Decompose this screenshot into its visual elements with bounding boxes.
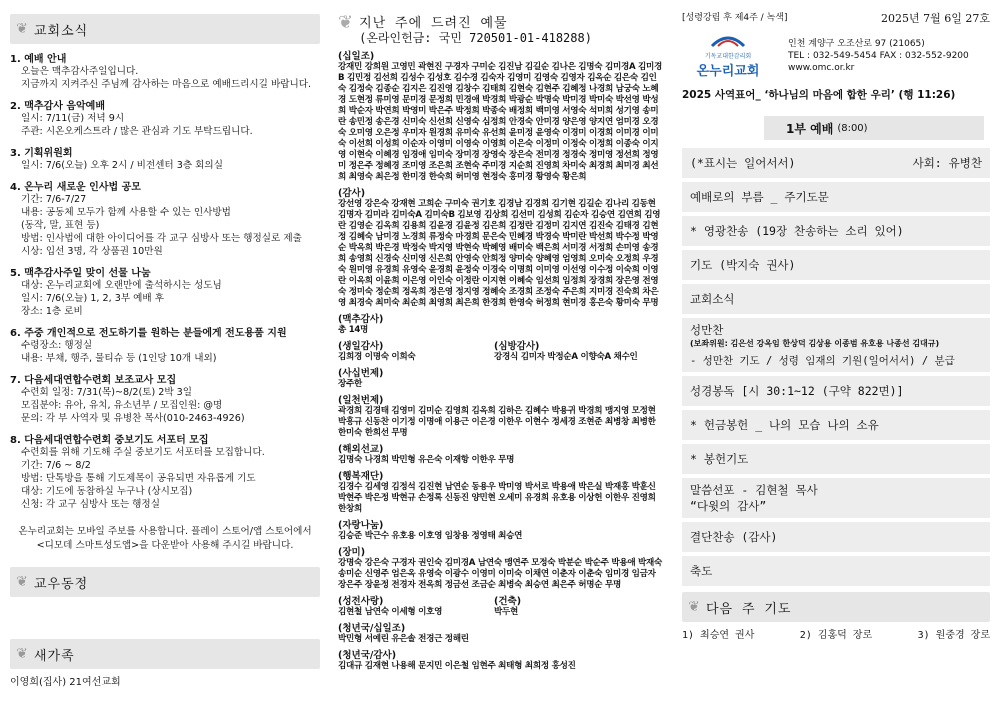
online-account: (온라인헌금: 국민 720501-01-418288) [359,31,592,45]
offerings-column [332,0,670,708]
worship-item-label: 기도 (박지숙 권사) [690,258,796,272]
worship-item-label: 교회소식 [690,292,735,306]
offering-names: 김현철 남연숙 이세형 이호영 [338,607,443,617]
offering-names: 박두현 [494,607,519,617]
offering-group [338,365,664,390]
notice-line: 시상: 입선 3명, 각 상품권 10만원 [21,246,163,257]
worship-item-label: * 헌금봉헌 _ 나의 모습 나의 소유 [690,418,879,432]
offering-group-heading: (십일조) [338,51,375,62]
prayer-person: 2) 김홍덕 장로 [799,630,873,641]
offerings-title: 지난 주에 드려진 예물 [359,16,508,31]
worship-item [682,250,990,280]
website: www.omc.or.kr [788,62,855,73]
offering-group-heading: (일천번제) [338,395,384,406]
offerings-header [338,12,664,46]
notice-line: 주관: 시온오케스트라 / 많은 관심과 기도 부탁드립니다. [21,126,253,137]
offering-group [338,185,664,309]
leaf-icon: ❦ [16,574,28,590]
address: 인천 계양구 오조산로 97 (21065) [788,38,925,49]
offering-pair [338,591,664,618]
leaf-icon: ❦ [338,12,354,33]
notice-heading: 1. 예배 안내 [10,54,67,65]
notice-line: 지금까지 지켜주신 주님께 감사하는 마음으로 예배드리시길 바랍니다. [21,79,312,90]
notice-line: 대상: 기도에 동참하실 누구나 (상시모집) [21,486,193,497]
offering-names: 강명숙 강은숙 구경자 권인숙 김미경A 남연숙 맹연주 모정숙 박분순 박순주 박용애 박재숙 송미순 신영주 엄은옥 유영숙 이광수 이영미 이미숙 이채연 이춘자 이춘숙 임미경 임금자 장은주 장윤정 전경자 전옥희 정금선 조금순 최병숙 최승연 최은주 허명순 무명 [338,558,663,590]
order-of-worship [682,148,990,586]
notice-line: 수령장소: 행정실 [21,340,93,351]
worship-item-label: (*표시는 일어서서) [690,156,796,170]
worship-item-label: 성만찬 [690,323,724,337]
notice-line: 내용: 부채, 행주, 물티슈 등 (1인당 10개 내외) [21,353,217,364]
notice-item [10,371,320,425]
worship-item [682,376,990,406]
members-title: 교우동정 [34,576,89,592]
offering-group [338,48,664,183]
app-note-line: 온누리교회는 모바일 주보를 사용합니다. 플레이 스토어/앱 스토어에서 [18,526,312,537]
worship-item-label: 성경봉독 [시 30:1~12 (구약 822면)] [690,384,904,398]
church-news-title: 교회소식 [34,23,89,39]
offering-group [338,517,664,542]
church-logo-icon [708,32,748,48]
worship-leader: 사회: 유병찬 [912,156,982,170]
offering-group-heading: (성전사랑) [338,596,384,607]
worship-item [682,284,990,314]
church-name: 온누리교회 [696,64,760,79]
offering-names: 김대규 김재현 나용해 문지민 이은철 임현주 최태형 최희정 홍성진 [338,661,576,671]
notice-line: 방법: 인사법에 대한 아이디어를 각 교구 심방사 또는 행정실로 제출 [21,233,302,244]
offering-group [338,620,664,645]
worship-item-label: * 영광찬송 (19장 찬송하는 소리 있어) [690,224,904,238]
notice-line: 대상: 온누리교회에 오랜만에 출석하시는 성도님 [21,280,222,291]
offering-names: 강경식 김미자 박정순A 이향숙A 채수인 [494,352,638,362]
worship-item [682,216,990,246]
notice-line: 기간: 7/6-7/27 [21,194,87,205]
notices-column [0,0,330,708]
notice-heading: 5. 맥추감사주일 맞이 선물 나눔 [10,268,151,279]
worship-item-label: 예배로의 부름 _ 주기도문 [690,190,829,204]
offering-names: 강선영 강은숙 강재현 고희순 구미숙 권기호 김경남 김경희 김기현 김길순 김나리 김동현 김명자 김미라 김미숙A 김미숙B 김보영 김상희 김선미 김성희 김순자 김승연 김연희 김영란 김영순 김옥희 김용희 김윤경 김윤정 김은희 김정란 김정미 김지연 김진숙 김태경 김현정 김혜숙 남미경 노경희 류정숙 마경희 문은숙 민혜경 박경숙 박미란 박선희 박수정 박영순 박옥희 박은경 박정숙 박지영 박현숙 박혜영 배미숙 백은희 서미경 서정희 손미영 송경희 송영희 신경숙 신미영 신은희 안영숙 안희정 양미숙 양혜영 엄영희 오미숙 오정희 우경숙 원미영 유경희 유영숙 윤경희 윤정숙 이경숙 이명희 이미영 이선영 이수정 이숙희 이영란 이옥희 이윤희 이은영 이인숙 이정란 이지현 이혜숙 임선희 임정희 장경희 장은영 전영숙 정미숙 정순희 정옥희 정은영 정지영 정혜숙 조경희 조정숙 주은희 지미경 진숙희 차은영 최경숙 최미숙 최순희 최영희 최은희 한경희 한영숙 허정희 현미경 홍은숙 황미숙 무명 [338,199,661,308]
offering-group-heading: (자랑나눔) [338,520,384,531]
offering-group [338,392,664,439]
notice-heading: 8. 다음세대연합수련회 중보기도 서포터 모집 [10,435,209,446]
notice-line: 기간: 7/6 ~ 8/2 [21,460,91,471]
notice-heading: 2. 맥추감사 음악예배 [10,101,105,112]
worship-item-label: 축도 [690,564,713,578]
offering-group [338,647,664,672]
offering-group [338,441,664,466]
worship-item-label: 말씀선포 - 김현철 목사 [690,483,818,497]
notice-line: 내용: 공동체 모두가 함께 사용할 수 있는 인사방법 [21,207,231,218]
next-week-prayer-list [682,626,990,641]
offering-group-heading: (청년국/감사) [338,650,397,661]
notice-line: 방법: 단톡방을 통해 기도제목이 공유되면 자유롭게 기도 [21,473,256,484]
newfamily-text: 이영희(집사) 21여선교회 [10,677,121,688]
worship-item [682,410,990,440]
service-time: (8:00) [837,122,868,134]
offering-group [338,544,664,591]
newfamily-title: 새가족 [34,648,75,664]
worship-item-label: 결단찬송 (감사) [690,530,778,544]
notice-item [10,431,320,511]
offering-names: 강재민 강희원 고영민 곽현진 구경자 구미순 김진남 김길순 김나은 김명숙 김미경A 김미경B 김민정 김선희 김성수 김성호 김수경 김숙자 김영미 김영숙 김영자 김옥순 김은숙 김인숙 김정숙 김종순 김지은 김진영 김창수 김태희 김현숙 김현주 김혜정 나경희 남궁숙 노혜경 도현정 류미영 문미경 문정희 민경애 박경희 박광순 박명숙 박미경 박미숙 박선영 박성희 박순자 박연희 박영미 박은주 박정희 박종숙 배정희 백미영 서영숙 석미희 성기영 송미란 송민정 송은경 신미숙 신선희 신영숙 심정희 안경숙 안미경 양은영 양지연 엄미경 오경숙 오미영 오은정 우미자 원경희 유미숙 유선희 윤미정 윤영숙 이경미 이경희 이미경 이미숙 이선희 이성희 이순자 이영미 이영숙 이영희 이은숙 이정미 이정숙 이정희 이종숙 이지영 이현숙 이혜경 임경애 임미숙 장미경 장영숙 장은숙 전미경 정경숙 정미영 정선희 정영미 정은주 정혜경 조미영 조은희 조현숙 주미경 지순희 진영희 차미숙 최경희 최미경 최선희 최영숙 최은정 한미경 한숙희 허미영 현정숙 홍미경 황영숙 황은희 [338,62,663,182]
offering-names: 박민형 서예린 유은솔 전경근 정해린 [338,634,469,644]
leaf-icon: ❦ [688,599,700,615]
church-news-header [10,14,320,44]
next-week-prayer-header [682,592,990,622]
offering-names: 장주한 [338,379,363,389]
notice-item [10,144,320,172]
communion-assistants: (보좌위원: 김은선 강옥임 한상덕 김상용 이종범 유호용 나종선 김대규) [690,339,940,348]
offering-group-heading: (심방감사) [494,341,540,352]
notice-item [10,178,320,258]
notice-line: 문의: 각 부 사역자 및 유병찬 목사(010-2463-4926) [21,413,245,424]
offering-groups [338,620,664,672]
phone: TEL : 032-549-5454 FAX : 032-552-9200 [788,50,969,61]
notice-line: 오늘은 맥추감사주일입니다. [21,66,139,77]
notice-line: 수련회 일정: 7/31(목)~8/2(토) 2박 3일 [21,387,193,398]
notice-item [10,50,320,91]
notice-line: 일시: 7/6(오늘) 오후 2시 / 비전센터 3층 회의실 [21,160,223,171]
notice-item [10,324,320,365]
worship-item [682,444,990,474]
worship-item [682,478,990,518]
bulletin-header [682,10,990,26]
app-note [10,525,320,553]
offering-group-heading: (장미) [338,547,366,558]
offering-group [338,468,664,515]
offering-group-heading: (감사) [338,188,366,199]
notice-line: 모집분야: 유아, 유치, 유소년부 / 모집인원: @명 [21,400,223,411]
prayer-person: 1) 최승연 권사 [682,630,755,641]
newfamily-header [10,639,320,669]
members-header [10,567,320,597]
worship-item [682,522,990,552]
notice-line: 일시: 7/6(오늘) 1, 2, 3부 예배 후 [21,293,165,304]
worship-item-label: * 봉헌기도 [690,452,749,466]
notice-line: 장소: 1층 로비 [21,306,83,317]
offering-group-heading: (청년국/십일조) [338,623,406,634]
leaf-icon: ❦ [16,21,28,37]
service-title [764,116,984,140]
church-info [682,32,990,79]
offering-names: 총 14명 [338,325,369,335]
worship-column [672,0,1000,708]
notice-line: 수련회를 위해 기도해 주실 중보기도 서포터를 모집합니다. [21,447,265,458]
ministry-theme: 2025 사역표어_ ‘하나님의 마음에 합한 우리’ (행 11:26) [682,89,956,101]
service-name: 1부 예배 [786,121,834,136]
offering-group-heading: (맥추감사) [338,314,384,325]
church-contact [788,38,969,74]
offering-pair [338,336,664,363]
worship-item [682,556,990,586]
notice-heading: 3. 기획위원회 [10,148,73,159]
notice-line: (동작, 말, 표현 등) [21,220,100,231]
offering-group [338,311,664,336]
worship-item [682,318,990,372]
notice-line: 일시: 7/11(금) 저녁 9시 [21,113,125,124]
notice-item [10,264,320,318]
notice-heading: 7. 다음세대연합수련회 보조교사 모집 [10,375,177,386]
notice-item [10,97,320,138]
denomination: 기독교대한감리회 [704,53,752,60]
next-week-prayer-title: 다음 주 기도 [706,601,792,617]
app-note-line: <디모데 스마트성도앱>을 다운받아 사용해 주시길 바랍니다. [36,540,294,551]
liturgical-season: [성령강림 후 제4주 / 녹색] [682,13,788,23]
prayer-person: 3) 원중경 장로 [917,630,990,641]
offering-names: 김승준 박근수 유호용 이호영 임창용 정영태 최승연 [338,531,523,541]
offering-group-heading: (해외선교) [338,444,384,455]
offering-names: 김희경 이명숙 이희숙 [338,352,416,362]
worship-item [682,182,990,212]
bulletin-date: 2025년 7월 6일 27호 [881,12,990,25]
notice-heading: 6. 주중 개인적으로 전도하기를 원하는 분들에게 전도용품 지원 [10,328,287,339]
leaf-icon: ❦ [16,646,28,662]
worship-item-detail: “다윗의 감사” [690,499,767,513]
offering-names: 곽경희 김경태 김영미 김미순 김영희 김옥희 김하은 김혜수 박용귀 박경희 맹지영 모정현 박흥규 신동찬 이기정 이명애 이용근 이은경 이한우 이현수 정세경 조현준 최병창 최병한 한미숙 한희선 무명 [338,406,656,438]
offering-group-heading: (생일감사) [338,341,384,352]
worship-item-detail: - 성만찬 기도 / 성령 임재의 기원(일어서서) / 분급 [690,355,955,367]
offering-groups [338,365,664,591]
notice-list [10,50,320,511]
offering-groups [338,48,664,336]
offering-names: 김경수 김세영 김정석 김진현 남연순 동용우 박미영 박서로 박용애 박은실 박재홍 박훈신 박현주 박은정 박현규 손정록 신동진 양민현 오세미 유경희 유호용 이상헌 이한우 진영희 한창희 [338,482,656,514]
offering-group-heading: (행복재단) [338,471,384,482]
offering-group-heading: (사십번제) [338,368,384,379]
notice-heading: 4. 온누리 새로운 인사법 공모 [10,182,141,193]
worship-item [682,148,990,178]
offering-group-heading: (건축) [494,596,522,607]
notice-line: 신청: 각 교구 심방사 또는 행정실 [21,499,160,510]
church-logo [682,32,774,79]
offering-names: 김명숙 나경희 박민형 유은숙 이재항 이한우 무명 [338,455,515,465]
